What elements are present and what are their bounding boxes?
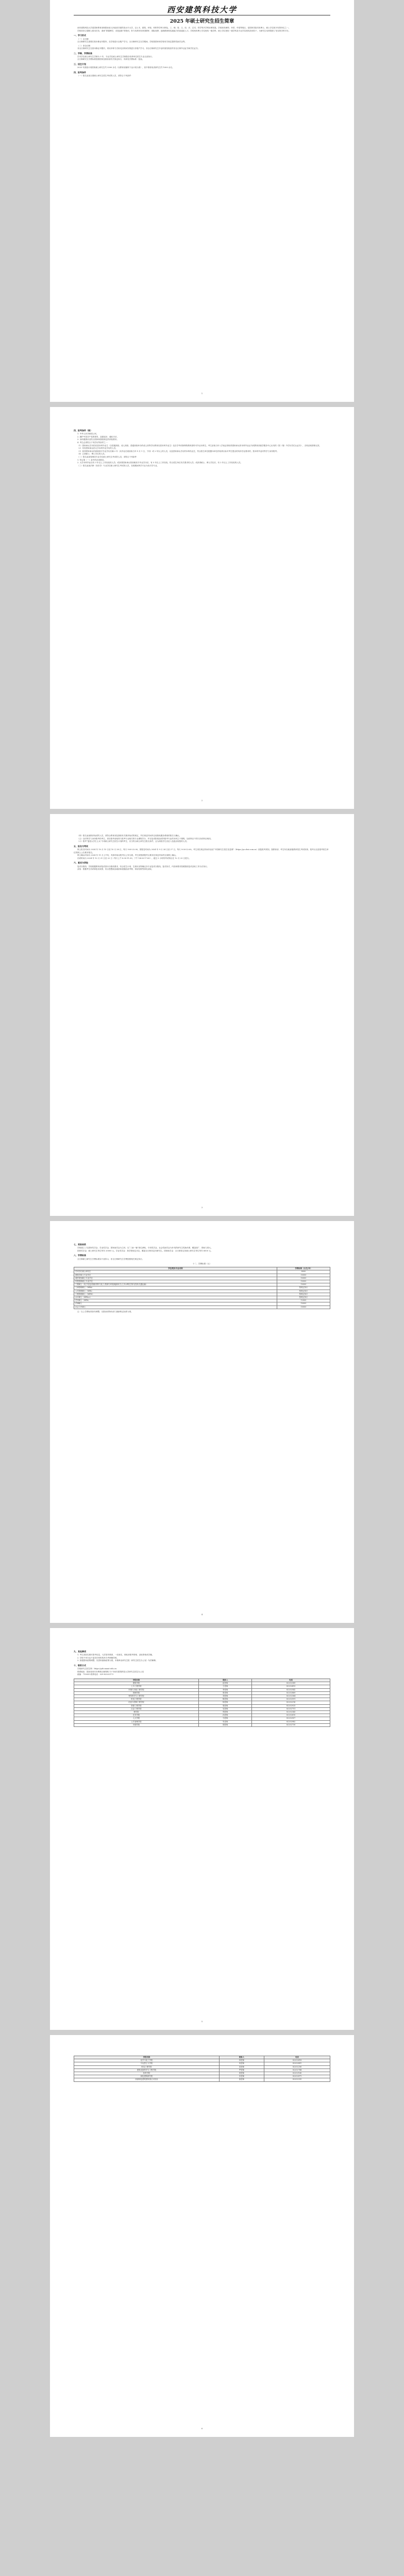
table-cell: 按规定执行	[277, 1290, 330, 1293]
table-cell: 82202591	[252, 1698, 330, 1701]
table-cell: 82202389	[252, 1682, 330, 1685]
table-cell: 风景园林硕士专业学位	[74, 1280, 277, 1283]
table-cell: 82202925	[252, 1704, 330, 1707]
paragraph: （六）报考“退役大学生士兵”专项硕士研究生招生计划的考生，应当符合硕士研究生报名条件，且为高校学生应征入伍退出现役的人员。	[77, 840, 189, 843]
table-cell: 82202871	[264, 2075, 330, 2078]
table-cell: 工程硕士（电子信息/机械/材料与化工/资源与环境/能源动力/土木水利/生物与医药/交通运输）	[74, 1283, 277, 1286]
table-cell: 胡老师	[198, 1723, 251, 1726]
table-cell: 10000	[277, 1306, 330, 1309]
table-cell: 建筑设备科学与工程学院	[74, 2069, 220, 2072]
document-title: 2025 年硕士研究生招生简章	[170, 19, 234, 24]
table-note: 注：以上学费标准如有调整，以陕西省物价部门最新核定标准为准。	[77, 1310, 133, 1313]
table-header-cell: 学位类别/专业名称	[74, 1267, 277, 1270]
table-header-cell: 联系人	[198, 1679, 251, 1682]
subsection-heading: （二）非全日制	[77, 44, 91, 47]
university-logo-text: 西安建筑科技大学	[166, 5, 237, 14]
table-cell: 82202335	[264, 2078, 330, 2081]
table-cell: 资源工程学院	[74, 1704, 199, 1707]
paragraph: 全日制研究生需要在基本修业年限内，在学校进行全脱产学习。全日制研究生在学期间，学校按国家和学校有关规定提供奖助学金等。	[77, 41, 187, 43]
table-cell: 12000	[277, 1299, 330, 1302]
contact-table-body	[74, 1682, 330, 1727]
table-header-cell: 学院名称	[74, 2056, 220, 2059]
table-header-cell: 电话	[264, 2056, 330, 2059]
document-page-1	[50, 0, 354, 402]
contact-table-continued	[74, 2056, 330, 2082]
table-cell: 李老师	[198, 1688, 251, 1691]
table-cell: 82202744	[264, 2069, 330, 2072]
page-number: 6	[201, 2427, 203, 2430]
contact-table	[74, 1679, 330, 1727]
table-cell: 公共管理学院	[74, 1720, 199, 1723]
list-item: 3. 身体健康状况符合国家和我校规定的体检要求。	[77, 438, 119, 441]
table-cell: 西部绿色建筑国家重点实验室	[74, 2078, 220, 2081]
table-header-cell: 学院名称	[74, 1679, 199, 1682]
table-cell: 机电工程学院	[74, 2065, 220, 2069]
page-number: 1	[201, 392, 203, 395]
paragraph: 2. 大学本科毕业后有 3 年以上工作经验的人员；或获得国家承认的高职高专毕业学历后，有 5 年以上工作经验，符合招生单位有关要求的人员；或获得硕士、博士学位后，有 2 年以上工作经验的人员。	[77, 462, 243, 464]
tuition-table-body	[74, 1270, 330, 1309]
table-header-cell: 学费标准（元/生/年）	[277, 1267, 330, 1270]
table-cell: 82202610	[252, 1714, 330, 1717]
table-header-cell: 联系人	[219, 2056, 264, 2059]
table-cell: 罗老师	[219, 2069, 264, 2072]
paragraph: 2. 学校不举办也不委托任何机构举办考研辅导班。	[77, 1656, 119, 1659]
table-cell: 陈老师	[198, 1698, 251, 1701]
section-heading: 五、报名与考试	[74, 844, 88, 848]
table-cell: 82202507	[252, 1717, 330, 1720]
table-cell: 体育学院	[74, 2072, 220, 2075]
paragraph: 初试时间为 2024 年 12 月 21 日至 22 日（每天上午 8:30-11:30，下午 14:00-17:00）。超过 3 小时的考试科目在 12 月 23 日进行。	[77, 857, 191, 859]
table-cell: 82202869	[252, 1691, 330, 1694]
paragraph: （二）报名参加管理类专业学位硕士研究生考试的人员，须符合下列条件：	[77, 455, 139, 458]
paragraph: （3）获得国家承认的高职高专毕业学历后满 2 年（从毕业后到录取当年 9 月 1 日，下同）或 2 年以上的人员，以及国家承认学历的本科结业生，符合招生单位根据本单位的培养目标对考生提出的具体学业要求的，按本科毕业同等学力身份报考。	[77, 450, 279, 452]
paragraph: （四）报名参加推荐免试的人员，须符合教育部及我校有关推荐免试的规定，并在规定时间内完成推免服务系统的报名与确认。	[77, 835, 181, 837]
table-cell: 8000	[277, 1270, 330, 1274]
paragraph: 西安建筑科技大学是国家教育部和陕西省人民政府共建的高水平大学，以土木、建筑、环境、材料等学科为特色，工、理、管、文、经、法、艺术、哲学等多学科协调发展。学校现有雁塔、草堂、华清等校区，是国家首批具有博士、硕士学位授予权的单位之一。	[77, 27, 291, 29]
page-3-content	[74, 835, 330, 871]
table-cell: 城乡规划硕士专业学位	[74, 1277, 277, 1280]
table-cell: 82202256	[264, 2065, 330, 2069]
table-cell: 82202216	[252, 1701, 330, 1704]
table-cell: 10000	[277, 1283, 330, 1286]
paragraph: 学校坚持立德树人根本任务，秉承“厚德博学，求是创新”的校训，努力培养具有家国情怀、国际视野、创新精神和实践能力的高素质人才。学校现有博士学位授权一级学科、硕士学位授权一级学科及专业学位授权类别若干，为研究生培养提供了坚实的学科平台。	[77, 29, 291, 32]
table-cell: 学术学位硕士研究生	[74, 1270, 277, 1274]
paragraph: 录取：根据考生初试和复试成绩，结合思想政治素质和道德品质考核、体检结果等择优录取。	[77, 868, 154, 871]
table-cell: 82202542	[252, 1688, 330, 1691]
table-cell: 82202730	[252, 1723, 330, 1726]
table-cell: 信息与控制工程学院	[74, 1701, 199, 1704]
section-heading: 八、学费标准	[74, 1254, 86, 1257]
table-cell: 82202618	[264, 2059, 330, 2062]
list-item: 2. 拥护中国共产党的领导，品德良好，遵纪守法。	[77, 435, 119, 438]
page-number: 5	[201, 2020, 203, 2023]
table-cell: 工商管理硕士（MBA）	[74, 1286, 277, 1290]
paragraph: （一）报名参加全国硕士研究生招生考试的人员，须符合下列条件：	[77, 74, 133, 77]
table-cell: 10000	[277, 1280, 330, 1283]
table-cell: 社会工作硕士	[74, 1306, 277, 1309]
paragraph: 全日制研究生学费标准按照国家及陕西省有关规定执行，具体见学费标准一览表。	[77, 58, 144, 61]
section-heading: 四、报考条件	[74, 71, 86, 74]
table-cell: 高老师	[219, 2065, 264, 2069]
table-cell: 绿色建筑研究院	[74, 2075, 220, 2078]
page-2-content	[74, 428, 330, 467]
paragraph: 非全日制研究生在基本修业年限内，采用多种方式和灵活时间安排进行非脱产学习。非全日制研究生毕业时颁发相应的非全日制毕业证书和学位证书。	[77, 47, 200, 49]
table-cell: 82202343	[252, 1711, 330, 1714]
tuition-table	[74, 1267, 330, 1309]
paragraph: 网上报名时间为 2024 年 10 月 15 日至 10 月 28 日，每天 9:00-22:00。预报名时间为 2024 年 9 月 24 日至 27 日，每天 9:00-22:00。考生须在规定时间内登录“中国研究生招生信息网”（https://yz.chsi.com.cn）浏览报考须知，按教育部、考生所在地省级教育招生考试机构、报考点以及报考招生单位的网上公告要求报名。	[74, 848, 329, 854]
page-number: 4	[201, 1613, 203, 1616]
table-cell: 朱老师	[198, 1720, 251, 1723]
table-cell: 赵老师	[198, 1682, 251, 1685]
table-cell: 82202166	[264, 2072, 330, 2075]
page-6-content	[74, 2056, 330, 2082]
table-title: 十二、学费标准（元）	[193, 1263, 211, 1265]
table-cell: 理学院	[74, 1711, 199, 1714]
table-cell: 张老师	[198, 1691, 251, 1694]
document-page-2	[50, 407, 354, 809]
table-cell: 建筑学院	[74, 1682, 199, 1685]
table-row	[74, 2078, 330, 2081]
table-cell: 土木工程学院	[74, 1685, 199, 1688]
section-heading: 六、复试与录取	[74, 861, 88, 865]
document-page-6	[50, 2035, 354, 2437]
paragraph: 网上确认时间为 2024 年 11 月上中旬，具体时间以报考点公布为准。考生须按照报考点要求在规定时间内完成网上确认。	[77, 854, 178, 857]
paragraph: 学校建立了以国家奖学金、学业奖学金、国家助学金为主体，以“三助一辅”岗位津贴、专项奖学金、社会奖助学金为补充的研究生奖助体系，覆盖面广、资助力度大。	[77, 1247, 213, 1249]
section-heading: 二、学制、学费标准	[74, 52, 92, 55]
paragraph: 国家奖学金：硕士研究生每生每年 20000 元。学业奖学金：按学校规定评定，覆盖全日制非定向研究生。国家助学金：全日制非定向硕士研究生每生每年 6000 元。	[77, 1249, 213, 1252]
table-row	[74, 1306, 330, 1309]
paragraph: 全日制硕士研究生学费标准如下表所示，非全日制研究生学费按照相关规定执行。	[77, 1258, 144, 1260]
contact-table-body	[74, 2059, 330, 2081]
page-5-content	[74, 1649, 330, 1727]
table-cell: 法律硕士	[74, 1302, 277, 1306]
document-page-4	[50, 1221, 354, 1623]
table-cell: 何老师	[219, 2062, 264, 2065]
table-cell: 建筑学硕士专业学位	[74, 1274, 277, 1277]
paragraph: （三）报名参加法律（非法学）专业学位硕士研究生考试的人员，在校期间所学专业为非法学专业。	[77, 464, 159, 467]
page-1-content	[74, 27, 330, 78]
table-cell: 机电工程学院	[74, 1698, 199, 1701]
subsection-heading: （一）全日制	[77, 38, 89, 41]
paragraph: （五）以同等学力身份报考的考生，须在报考前取得与报考专业相关的专业课程学分，并在复试阶段加试所报考专业的本科主干课程，加试科目不得与初试科目相同。	[77, 837, 213, 840]
table-row	[74, 1723, 330, 1726]
page-4-content	[74, 1242, 330, 1313]
table-cell: 82202413	[252, 1685, 330, 1688]
section-heading: 四、报考条件（续）	[74, 429, 92, 432]
table-cell: 化学与化工学院	[74, 2059, 220, 2062]
page-number: 3	[201, 1206, 203, 1209]
paragraph: 1. 符合第（一）条中的各项要求。	[77, 459, 106, 461]
table-cell: 82202364	[252, 1694, 330, 1698]
table-cell: 82202491	[264, 2062, 330, 2065]
section-heading: 三、招生计划	[74, 62, 86, 65]
list-item: 4. 考生必须符合下列学历等条件之一：	[77, 441, 110, 444]
table-cell: 吴老师	[198, 1707, 251, 1710]
list-item: 1. 中华人民共和国公民。	[77, 433, 98, 435]
table-cell: 艺术硕士（MFA）	[74, 1299, 277, 1302]
paragraph: （4）已获硕士、博士学位的人员。	[77, 453, 107, 455]
table-cell: 环境与市政工程学院	[74, 1688, 199, 1691]
paragraph: （2）具有国家承认的大学本科毕业学历的人员。	[77, 447, 117, 450]
table-cell: 郑老师	[198, 1711, 251, 1714]
table-cell: 82202982	[252, 1720, 330, 1723]
table-cell: 安德学院	[74, 1723, 199, 1726]
table-header-cell: 电话	[252, 1679, 330, 1682]
table-cell: 马克思主义学院	[74, 2062, 220, 2065]
paragraph: 学校研究生招生网：https://yzb.xauat.edu.cn	[77, 1668, 117, 1670]
section-heading: 一、学习形式	[74, 34, 86, 37]
table-cell: 材料科学与工程学院	[74, 1694, 199, 1698]
table-cell: 按规定执行	[277, 1286, 330, 1290]
table-cell: 公共管理硕士（MPA）	[74, 1290, 277, 1293]
table-cell: 唐老师	[219, 2078, 264, 2081]
table-cell: 王老师	[198, 1685, 251, 1688]
table-cell: 马老师	[198, 1717, 251, 1720]
table-cell: 按规定执行	[277, 1293, 330, 1296]
table-cell: 宋老师	[219, 2075, 264, 2078]
table-cell: 冶金工程学院	[74, 1707, 199, 1710]
table-cell: 人文学院	[74, 1717, 199, 1720]
table-cell: 10000	[277, 1302, 330, 1306]
paragraph: 3. 如遇国家政策调整，以国家最新政策为准。本简章由研究生院（研究生招生办公室）负责解释。	[77, 1659, 158, 1662]
table-cell: 周老师	[198, 1704, 251, 1707]
section-heading: 十、联系方式	[74, 1664, 86, 1667]
table-cell: 杨老师	[198, 1701, 251, 1704]
document-page-5	[50, 1628, 354, 2030]
table-cell: 会计硕士（MPAcc）	[74, 1296, 277, 1299]
document-page-3	[50, 814, 354, 1216]
table-cell: 孙老师	[198, 1714, 251, 1717]
table-cell: 按规定执行	[277, 1296, 330, 1299]
paragraph: 学术学位硕士研究生学制为 3 年，专业学位硕士研究生学制按各培养单位招生专业目录执行。	[77, 55, 154, 58]
paragraph: 2025 年我校计划招收硕士研究生约 3300 余名（以教育部最终下达计划为准），其中推荐免试研究生约 1000 余名。	[77, 66, 174, 69]
paragraph: 复试分数线：学校根据教育部复试基本分数线要求，结合招生计划、生源状况等确定各专业复试分数线。复试形式、内容和要求按照我校复试录取工作办法执行。	[77, 865, 209, 868]
table-cell: 10000	[277, 1274, 330, 1277]
section-heading: 七、奖助体系	[74, 1243, 86, 1246]
table-cell: 10000	[277, 1277, 330, 1280]
paragraph: 联系地址：陕西省西安市碑林区雁塔路 13 号西安建筑科技大学研究生招生办公室	[77, 1670, 144, 1673]
table-cell: 艺术学院	[74, 1714, 199, 1717]
table-cell: 管理学院	[74, 1691, 199, 1694]
table-cell: 林老师	[219, 2059, 264, 2062]
table-cell: 刘老师	[198, 1694, 251, 1698]
table-cell: 工程管理硕士（MEM）	[74, 1293, 277, 1296]
paragraph: 1. 考生须如实填写报考信息，凡弄虚作假者，一经查实，即取消报考资格、录取资格或学籍。	[77, 1654, 154, 1656]
section-heading: 九、其他事项	[74, 1650, 86, 1653]
table-cell: 82202751	[252, 1707, 330, 1710]
paragraph: 邮编：710055 联系电话：029-82202173	[77, 1673, 113, 1676]
table-cell: 梁老师	[219, 2072, 264, 2075]
paragraph: （1）国家承认学历的应届本科毕业生（含普通高校、成人高校、普通高校举办的成人高等学历教育应届本科毕业生）及自学考试和网络教育届时可毕业本科生。考生录取当年入学前必须取得国家承认的本科毕业证书或教育部留学服务中心出具的《国（境）外学历学位认证书》，否则录取资格无效。	[77, 444, 322, 447]
page-number: 2	[201, 799, 203, 802]
